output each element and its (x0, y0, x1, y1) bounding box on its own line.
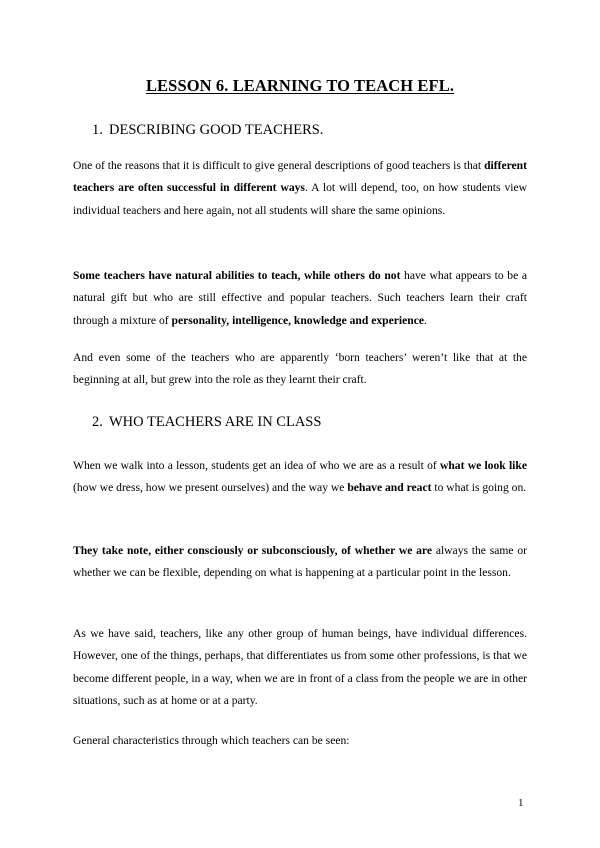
text-run: to what is going on. (431, 481, 527, 495)
text-run: . A lot will depend, too, on how students view individual teachers and here again, not all students will share the same opinions. (73, 181, 528, 217)
page-title: LESSON 6. LEARNING TO TEACH EFL. (145, 76, 455, 95)
text-run: General characteristics through which teachers can be seen: (73, 734, 350, 747)
paragraph (73, 623, 527, 713)
section-heading-1 (92, 122, 323, 139)
text-run: always the same or whether we can be flexible, depending on what is happening at a particular point in the lesson. (73, 544, 528, 580)
bold-text-run: different teachers are often successful in different ways (73, 159, 527, 195)
text-run: And even some of the teachers who are apparently ‘born teachers’ weren’t like that at the beginning at all, but grew into the role as they learnt their craft. (73, 351, 527, 387)
section-heading-2 (92, 414, 321, 431)
bold-text-run: what we look like (439, 459, 527, 472)
paragraph (73, 455, 527, 500)
paragraph (73, 540, 527, 585)
paragraph (73, 155, 527, 222)
paragraph (73, 730, 527, 752)
section-number: 1. (92, 122, 103, 138)
section-heading-text: WHO TEACHERS ARE IN CLASS (109, 414, 322, 430)
bold-text-run: Some teachers have natural abilities to teach, while others do not (73, 269, 401, 282)
paragraph (73, 265, 527, 332)
bold-text-run: They take note, either consciously or subconsciously, of whether we are (73, 544, 433, 557)
text-run: . (424, 313, 427, 327)
text-run: When we walk into a lesson, students get an idea of who we are as a result of (73, 459, 440, 472)
bold-text-run: personality, intelligence, knowledge and experience (171, 313, 425, 327)
section-heading-text: DESCRIBING GOOD TEACHERS. (109, 122, 324, 138)
section-number: 2. (92, 414, 103, 430)
text-run: As we have said, teachers, like any other group of human beings, have individual differences. However, one of the things, perhaps, that differentiates us from some other professions, is that we become different people, in a way, when we are in front of a class from the people we are in other situations, such as at home or at a party. (73, 627, 527, 708)
text-run: (how we dress, how we present ourselves) and the way we (73, 481, 348, 495)
text-run: have what appears to be a natural gift but who are still effective and popular teachers. Such teachers learn their craft through a mixture of (73, 269, 527, 327)
bold-text-run: behave and react (347, 481, 432, 495)
page-number: 1 (518, 797, 524, 809)
paragraph (73, 347, 527, 392)
text-run: One of the reasons that it is difficult to give general descriptions of good teachers is that (73, 159, 485, 172)
